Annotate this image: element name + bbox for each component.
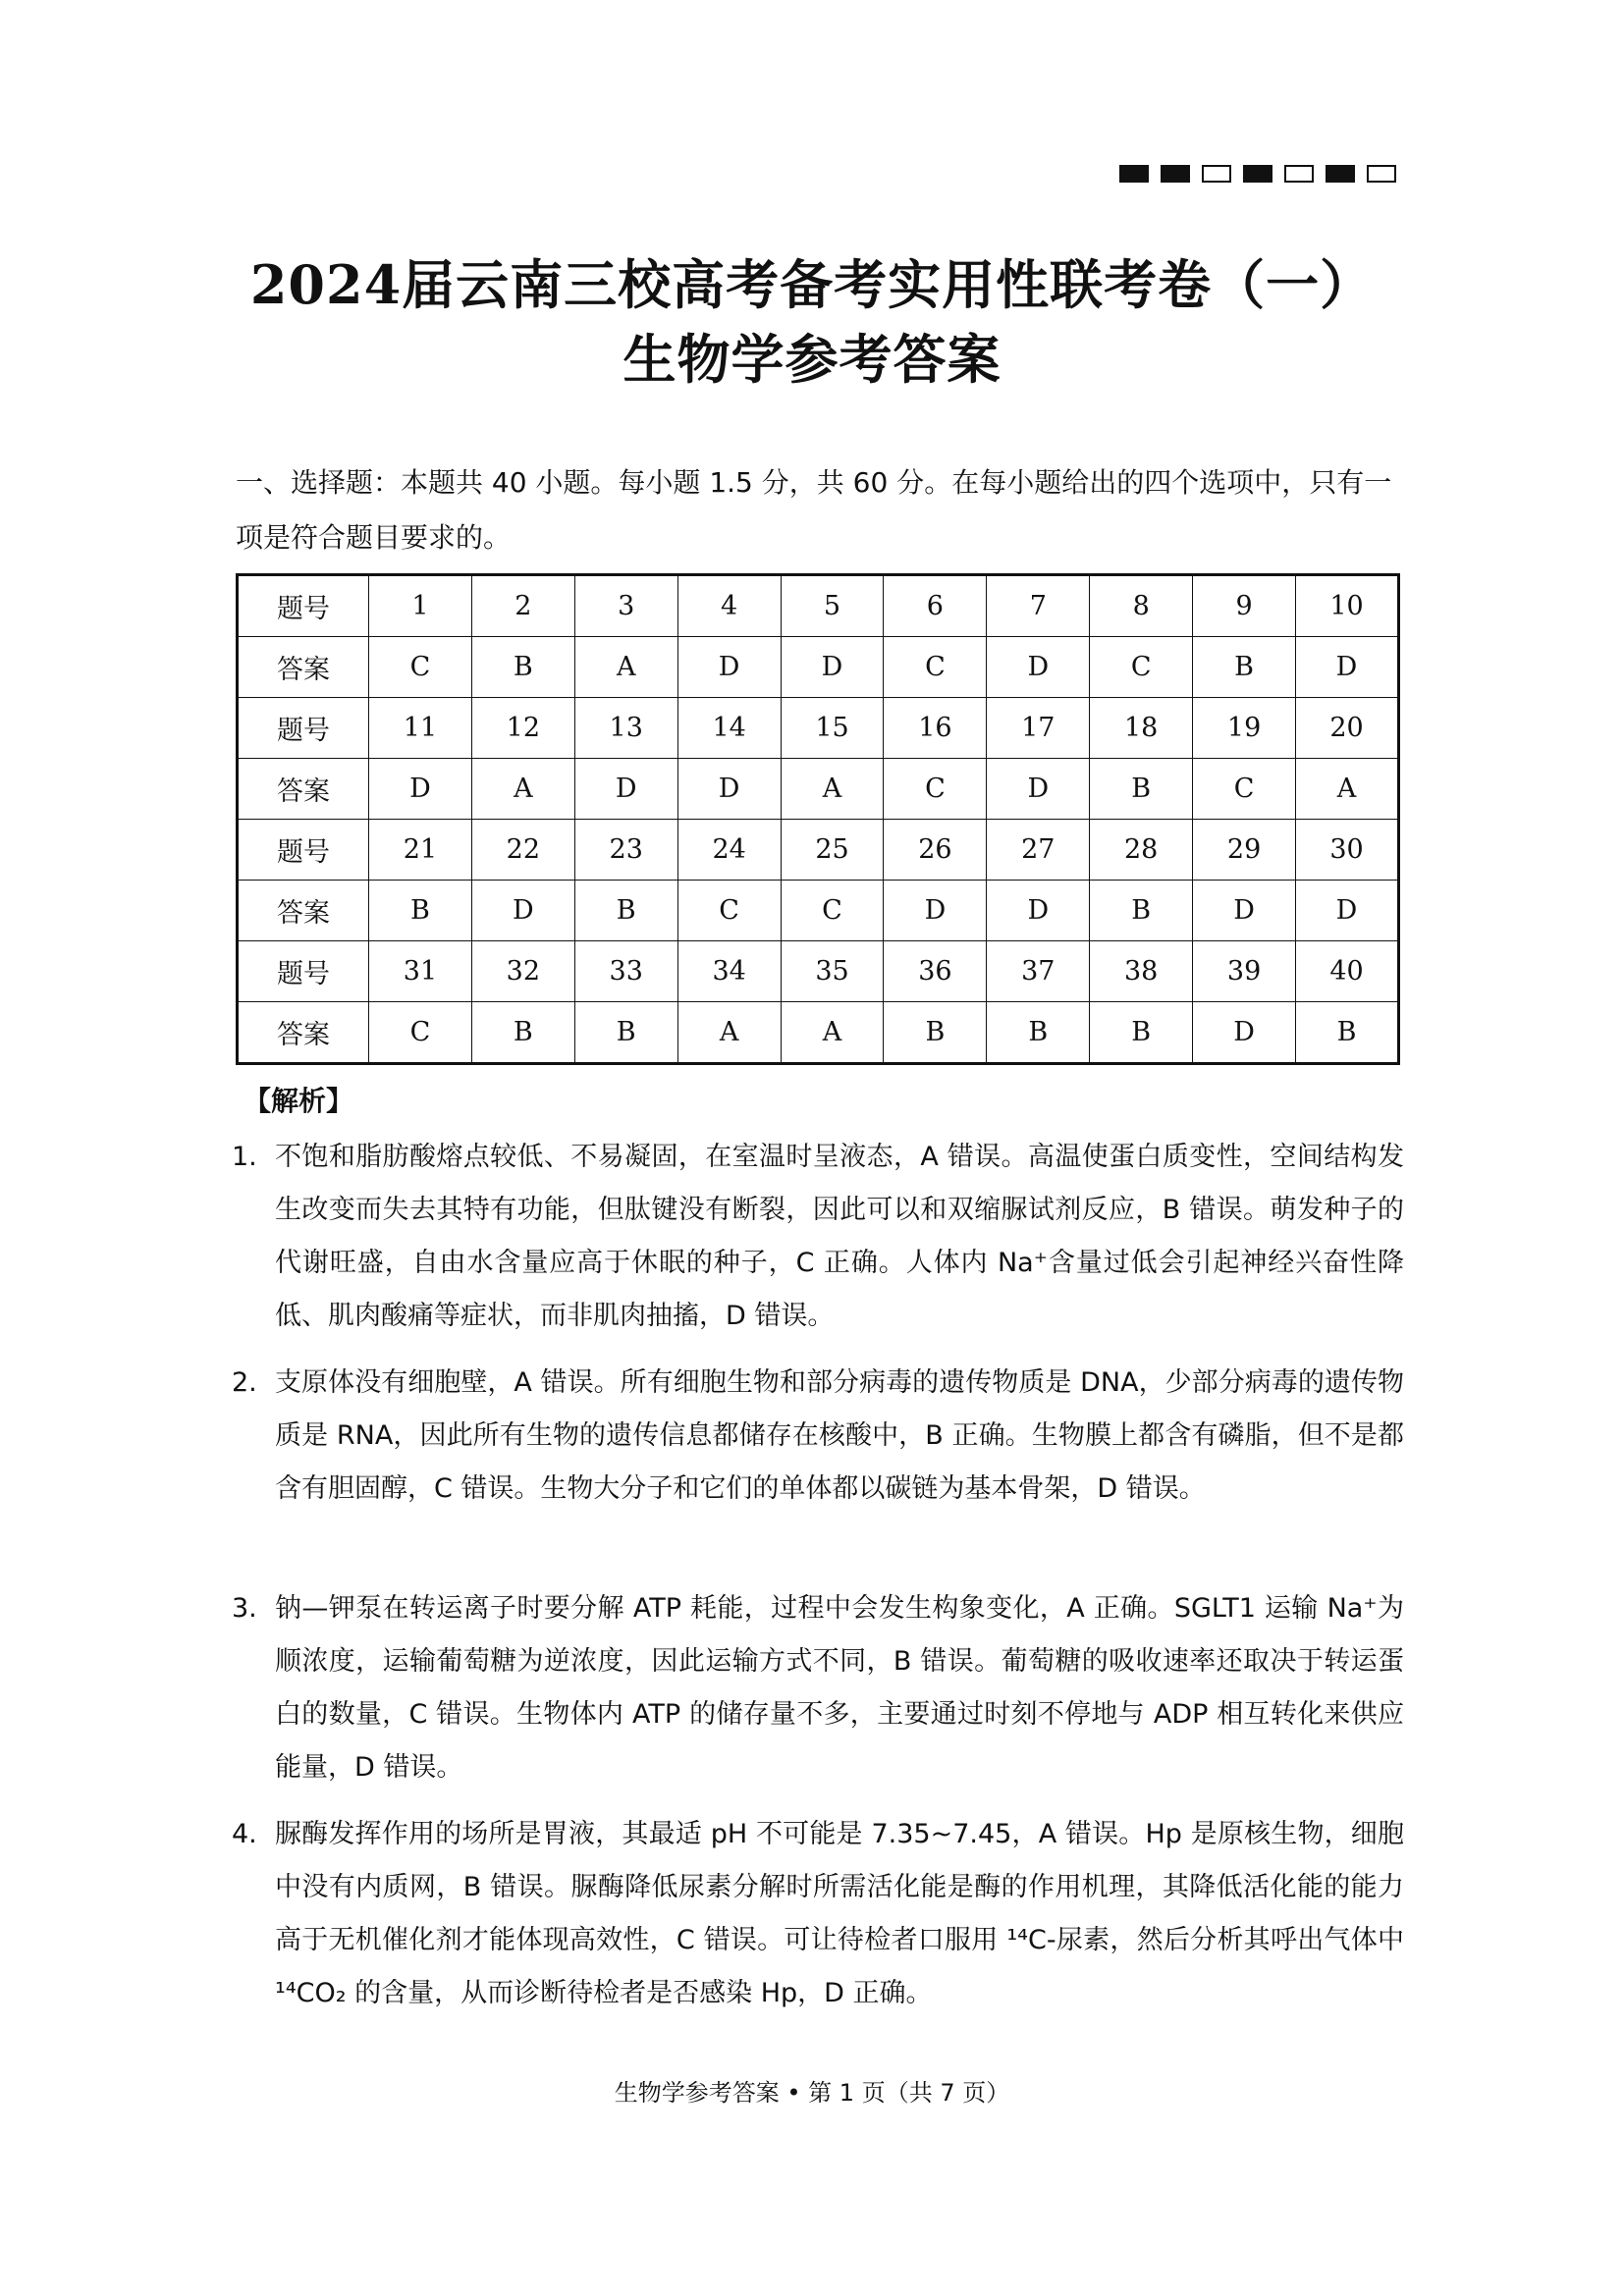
number-cell: 13	[574, 698, 677, 759]
explanation-item	[232, 1357, 1404, 1516]
answer-cell: B	[1090, 881, 1193, 941]
explanation-text: 不饱和脂肪酸熔点较低、不易凝固，在室温时呈液态，A 错误。高温使蛋白质变性，空间结构发生改变而失去其特有功能，但肽键没有断裂，因此可以和双缩脲试剂反应，B 错误。萌发种子的代谢旺盛，自由水含量应高于休眠的种子，C 正确。人体内 Na⁺含量过低会引起神经兴奋性降低、肌肉酸痛等症状，而非肌肉抽搐，D 错误。	[275, 1142, 1404, 1331]
explanation-text: 脲酶发挥作用的场所是胃液，其最适 pH 不可能是 7.35~7.45，A 错误。Hp 是原核生物，细胞中没有内质网，B 错误。脲酶降低尿素分解时所需活化能是酶的作用机理，其降低活化能的能力高于无机催化剂才能体现高效性，C 错误。可让待检者口服用 ¹⁴C-尿素，然后分析其呼出气体中 ¹⁴CO₂ 的含量，从而诊断待检者是否感染 Hp，D 正确。	[275, 1819, 1404, 2008]
number-row-label: 题号	[238, 698, 369, 759]
number-cell: 22	[471, 820, 574, 881]
answer-cell: D	[781, 637, 884, 698]
number-cell: 31	[369, 941, 472, 1002]
number-row	[238, 820, 1399, 881]
number-cell: 37	[987, 941, 1090, 1002]
explanation-item	[232, 1808, 1404, 2020]
number-cell: 11	[369, 698, 472, 759]
answer-cell: B	[884, 1002, 987, 1064]
number-cell: 10	[1296, 575, 1399, 637]
number-cell: 29	[1193, 820, 1296, 881]
number-cell: 35	[781, 941, 884, 1002]
explanation-number: 4.	[232, 1819, 257, 1849]
number-cell: 28	[1090, 820, 1193, 881]
number-cell: 27	[987, 820, 1090, 881]
number-cell: 3	[574, 575, 677, 637]
answer-cell: D	[574, 759, 677, 820]
number-cell: 30	[1296, 820, 1399, 881]
header-mark	[1202, 165, 1231, 183]
number-cell: 32	[471, 941, 574, 1002]
answer-cell: C	[369, 637, 472, 698]
answer-row	[238, 759, 1399, 820]
number-cell: 39	[1193, 941, 1296, 1002]
explanation-item	[232, 1131, 1404, 1343]
answer-table-body	[238, 575, 1399, 1064]
answer-cell: C	[1090, 637, 1193, 698]
answer-cell: A	[574, 637, 677, 698]
number-cell: 4	[677, 575, 781, 637]
answer-cell: B	[471, 1002, 574, 1064]
answer-row	[238, 637, 1399, 698]
number-cell: 34	[677, 941, 781, 1002]
number-cell: 38	[1090, 941, 1193, 1002]
number-row-label: 题号	[238, 575, 369, 637]
answer-cell: B	[471, 637, 574, 698]
number-row	[238, 941, 1399, 1002]
answer-cell: D	[471, 881, 574, 941]
header-marks	[1119, 165, 1396, 183]
answer-cell: C	[369, 1002, 472, 1064]
answer-cell: D	[987, 637, 1090, 698]
answer-row-label: 答案	[238, 637, 369, 698]
answer-cell: D	[1193, 1002, 1296, 1064]
number-cell: 40	[1296, 941, 1399, 1002]
analysis-heading: 【解析】	[244, 1085, 354, 1117]
answer-cell: A	[677, 1002, 781, 1064]
document-title: 2024届云南三校高考备考实用性联考卷（一）	[249, 253, 1375, 316]
answer-cell: D	[369, 759, 472, 820]
answer-cell: A	[781, 759, 884, 820]
answer-row	[238, 1002, 1399, 1064]
document-subtitle: 生物学参考答案	[623, 328, 1001, 391]
answer-cell: B	[1090, 759, 1193, 820]
explanation-number: 2.	[232, 1367, 257, 1398]
number-cell: 16	[884, 698, 987, 759]
answer-cell: D	[677, 759, 781, 820]
explanation-item	[232, 1582, 1404, 1794]
number-cell: 24	[677, 820, 781, 881]
header-mark	[1326, 165, 1355, 183]
number-cell: 1	[369, 575, 472, 637]
header-mark	[1161, 165, 1190, 183]
explanation-text: 支原体没有细胞壁，A 错误。所有细胞生物和部分病毒的遗传物质是 DNA，少部分病毒的遗传物质是 RNA，因此所有生物的遗传信息都储存在核酸中，B 正确。生物膜上都含有磷脂，但不是都含有胆固醇，C 错误。生物大分子和它们的单体都以碳链为基本骨架，D 错误。	[275, 1367, 1404, 1504]
explanation-number: 3.	[232, 1593, 257, 1624]
number-cell: 7	[987, 575, 1090, 637]
section-instructions: 一、选择题：本题共 40 小题。每小题 1.5 分，共 60 分。在每小题给出的四个选项中，只有一项是符合题目要求的。	[236, 466, 1392, 554]
answer-cell: D	[987, 759, 1090, 820]
answer-cell: C	[677, 881, 781, 941]
answer-cell: C	[884, 637, 987, 698]
answer-row-label: 答案	[238, 759, 369, 820]
answer-cell: C	[781, 881, 884, 941]
header-mark	[1284, 165, 1314, 183]
explanation-number: 1.	[232, 1142, 257, 1172]
number-cell: 6	[884, 575, 987, 637]
answer-cell: A	[471, 759, 574, 820]
number-cell: 36	[884, 941, 987, 1002]
number-row-label: 题号	[238, 820, 369, 881]
answer-cell: B	[574, 881, 677, 941]
answer-cell: D	[1296, 881, 1399, 941]
answer-cell: C	[884, 759, 987, 820]
number-cell: 25	[781, 820, 884, 881]
answer-cell: A	[1296, 759, 1399, 820]
header-mark	[1119, 165, 1149, 183]
number-cell: 18	[1090, 698, 1193, 759]
number-row	[238, 698, 1399, 759]
answer-cell: D	[884, 881, 987, 941]
number-cell: 26	[884, 820, 987, 881]
number-cell: 12	[471, 698, 574, 759]
answer-cell: D	[1296, 637, 1399, 698]
number-row	[238, 575, 1399, 637]
number-cell: 20	[1296, 698, 1399, 759]
page-footer: 生物学参考答案 • 第 1 页（共 7 页）	[614, 2079, 1010, 2107]
answer-cell: D	[987, 881, 1090, 941]
answer-cell: A	[781, 1002, 884, 1064]
answer-cell: B	[574, 1002, 677, 1064]
number-cell: 19	[1193, 698, 1296, 759]
number-cell: 15	[781, 698, 884, 759]
answer-cell: D	[677, 637, 781, 698]
answer-cell: D	[1193, 881, 1296, 941]
answer-table	[236, 573, 1400, 1065]
answer-cell: B	[369, 881, 472, 941]
answer-cell: C	[1193, 759, 1296, 820]
number-cell: 33	[574, 941, 677, 1002]
number-cell: 5	[781, 575, 884, 637]
explanation-text: 钠—钾泵在转运离子时要分解 ATP 耗能，过程中会发生构象变化，A 正确。SGLT1 运输 Na⁺为顺浓度，运输葡萄糖为逆浓度，因此运输方式不同，B 错误。葡萄糖的吸收速率还取决于转运蛋白的数量，C 错误。生物体内 ATP 的储存量不多，主要通过时刻不停地与 ADP 相互转化来供应能量，D 错误。	[275, 1593, 1404, 1783]
number-cell: 8	[1090, 575, 1193, 637]
answer-cell: B	[1296, 1002, 1399, 1064]
header-mark	[1367, 165, 1396, 183]
number-cell: 17	[987, 698, 1090, 759]
number-cell: 14	[677, 698, 781, 759]
answer-row-label: 答案	[238, 1002, 369, 1064]
answer-row	[238, 881, 1399, 941]
answer-cell: B	[1090, 1002, 1193, 1064]
number-cell: 9	[1193, 575, 1296, 637]
number-row-label: 题号	[238, 941, 369, 1002]
number-cell: 2	[471, 575, 574, 637]
answer-row-label: 答案	[238, 881, 369, 941]
number-cell: 23	[574, 820, 677, 881]
header-mark	[1243, 165, 1272, 183]
answer-cell: B	[1193, 637, 1296, 698]
answer-cell: B	[987, 1002, 1090, 1064]
number-cell: 21	[369, 820, 472, 881]
